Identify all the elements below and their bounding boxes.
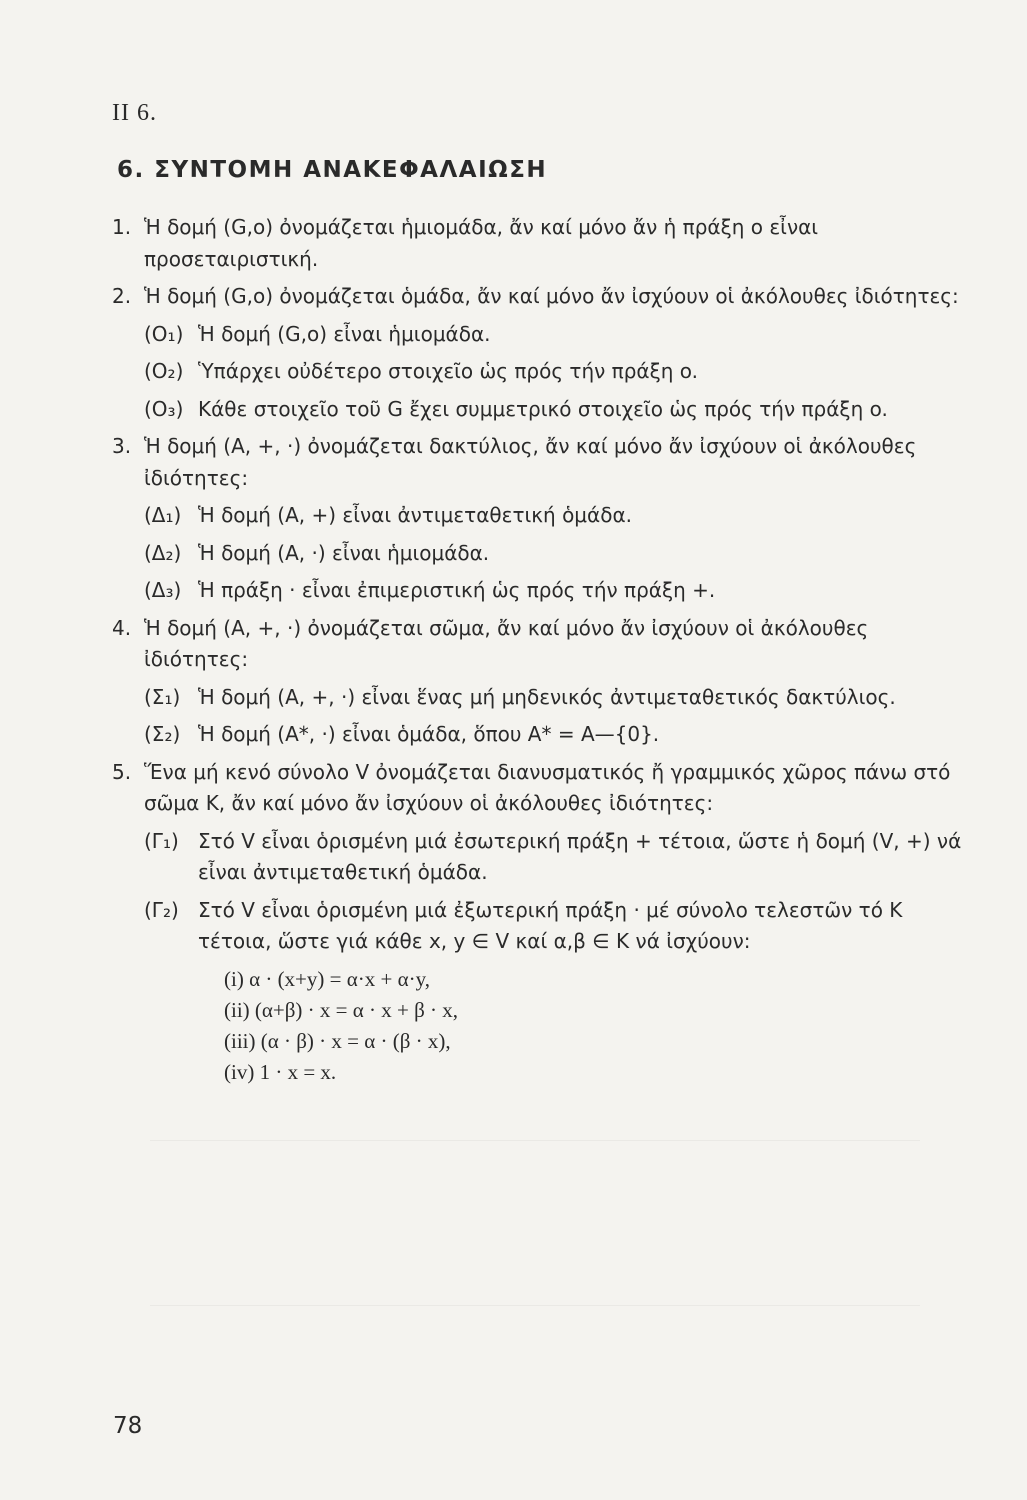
axiom-formulas — [224, 964, 962, 1088]
list-item — [112, 431, 962, 607]
property-text: Κάθε στοιχεῖο τοῦ G ἔχει συμμετρικό στοιχεῖο ὡς πρός τήν πράξη o. — [198, 396, 888, 421]
item-number: 4. — [112, 615, 132, 640]
property-tag: (Δ₃) — [144, 578, 182, 602]
property-list — [144, 826, 962, 958]
property-item — [144, 356, 962, 388]
item-text: Ἡ δομή (G,o) ὀνομάζεται ἡμιομάδα, ἄν καί μόνο ἄν ἡ πράξη o εἶναι προσεταιριστική. — [144, 215, 819, 271]
property-text: Ἡ δομή (A, +, ·) εἶναι ἕνας μή μηδενικός ἀντιμεταθετικός δακτύλιος. — [198, 684, 896, 709]
property-item — [144, 826, 962, 889]
property-tag: (Σ₁) — [144, 684, 181, 709]
property-tag: (Δ₂) — [144, 540, 182, 565]
item-number: 1. — [112, 215, 132, 239]
bleed-through-shadow — [150, 1305, 920, 1306]
formula-line: (iii) (α · β) · x = α · (β · x), — [224, 1028, 451, 1053]
formula-line: (i) α · (x+y) = α·x + α·y, — [224, 966, 430, 991]
property-text: Στό V εἶναι ὁρισμένη μιά ἐξωτερική πράξη · μέ σύνολο τελεστῶν τό K τέτοια, ὥστε γιά κάθε x, y ∈ V καί α,β ∈ K νά ἰσχύουν: — [198, 897, 903, 953]
property-item — [144, 682, 962, 714]
list-item — [112, 281, 962, 425]
item-text: Ἡ δομή (G,o) ὀνομάζεται ὁμάδα, ἄν καί μόνο ἄν ἰσχύουν οἱ ἀκόλουθες ἰδιότητες: — [144, 284, 959, 308]
property-item — [144, 319, 962, 351]
formula-line: (iv) 1 · x = x. — [224, 1059, 337, 1084]
property-tag: (Γ₁) — [144, 828, 179, 853]
property-text: Ὑπάρχει οὐδέτερο στοιχεῖο ὡς πρός τήν πράξη o. — [198, 359, 699, 383]
item-number: 5. — [112, 759, 132, 784]
property-item — [144, 719, 962, 751]
summary-list — [112, 212, 962, 1088]
property-tag: (O₂) — [144, 359, 184, 383]
item-text: Ἡ δομή (A, +, ·) ὀνομάζεται σῶμα, ἄν καί μόνο ἄν ἰσχύουν οἱ ἀκόλουθες ἰδιότητες: — [144, 615, 869, 671]
property-item — [144, 500, 962, 532]
list-item — [112, 212, 962, 275]
property-item — [144, 575, 962, 607]
section-title: 6. ΣΥΝΤΟΜΗ ΑΝΑΚΕΦΑΛΑΙΩΣΗ — [117, 157, 548, 183]
item-text: Ἡ δομή (A, +, ·) ὀνομάζεται δακτύλιος, ἄν καί μόνο ἄν ἰσχύουν οἱ ἀκόλουθες ἰδιότητες: — [144, 434, 917, 490]
running-head: II 6. — [112, 100, 157, 126]
property-list — [144, 500, 962, 607]
item-text: Ἕνα μή κενό σύνολο V ὀνομάζεται διανυσματικός ἤ γραμμικός χῶρος πάνω στό σῶμα K, ἄν καί μόνο ἄν ἰσχύουν οἱ ἀκόλουθες ἰδιότητες: — [144, 759, 951, 815]
property-list — [144, 682, 962, 751]
property-tag: (Γ₂) — [144, 897, 179, 922]
property-tag: (O₁) — [144, 321, 184, 346]
page-number: 78 — [113, 1413, 143, 1439]
property-text: Ἡ πράξη · εἶναι ἐπιμεριστική ὡς πρός τήν πράξη +. — [198, 578, 716, 602]
property-text: Ἡ δομή (A, +) εἶναι ἀντιμεταθετική ὁμάδα. — [198, 503, 632, 527]
property-text: Στό V εἶναι ὁρισμένη μιά ἐσωτερική πράξη + τέτοια, ὥστε ἡ δομή (V, +) νά εἶναι ἀντιμεταθετική ὁμάδα. — [198, 828, 962, 884]
property-tag: (Σ₂) — [144, 722, 181, 746]
property-text: Ἡ δομή (A, ·) εἶναι ἡμιομάδα. — [198, 540, 490, 565]
property-text: Ἡ δομή (A*, ·) εἶναι ὁμάδα, ὅπου A* = A—{0}. — [198, 722, 660, 746]
property-text: Ἡ δομή (G,o) εἶναι ἡμιομάδα. — [198, 321, 491, 346]
property-item — [144, 394, 962, 426]
list-item — [112, 757, 962, 1088]
list-item — [112, 613, 962, 751]
property-list — [144, 319, 962, 426]
formula-line: (ii) (α+β) · x = α · x + β · x, — [224, 997, 459, 1022]
item-number: 2. — [112, 284, 132, 308]
property-item — [144, 538, 962, 570]
item-number: 3. — [112, 434, 132, 458]
property-tag: (Δ₁) — [144, 503, 182, 527]
property-item — [144, 895, 962, 958]
property-tag: (O₃) — [144, 396, 184, 421]
bleed-through-shadow — [150, 1140, 920, 1141]
